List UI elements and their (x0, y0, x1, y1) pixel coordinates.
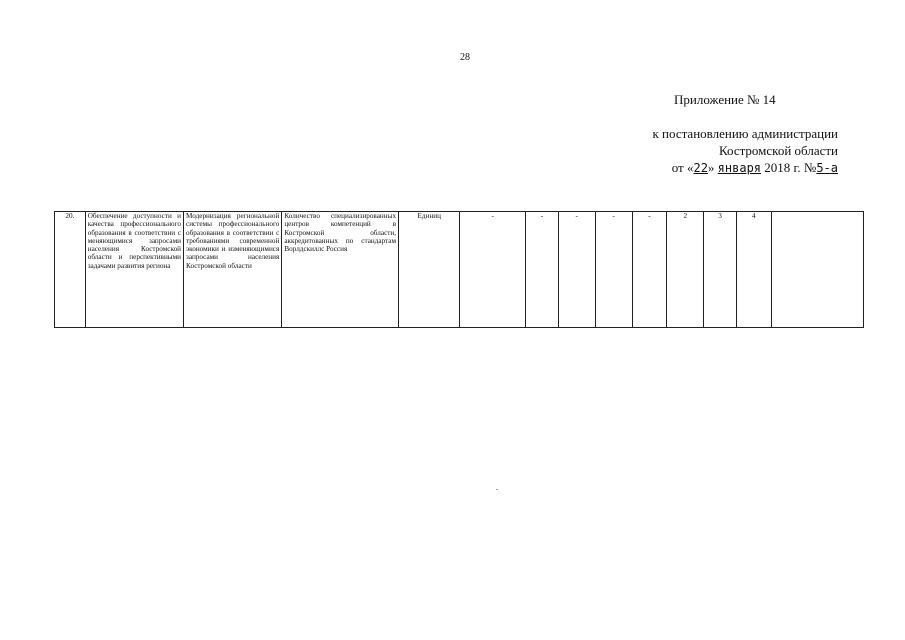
indicator-cell: Количество специализированных центров компетенций в Костромской области, аккредитованных по стандартам Ворлдскиллс Россия (282, 212, 399, 328)
value-cell: - (595, 212, 632, 328)
scan-speck (496, 489, 498, 490)
date-month: января (717, 161, 762, 175)
appendix-title: Приложение № 14 (674, 92, 776, 107)
goal-cell: Обеспечение доступности и качества профессионального образования в соответствии с меняющимися запросами населения Костромской области и перспективными задачами развития региона (85, 212, 183, 328)
value-cell: - (526, 212, 559, 328)
resolution-line-1: к постановлению администрации (652, 126, 838, 141)
value-cell (771, 212, 863, 328)
date-day: 22 (693, 161, 708, 175)
date-prefix: от « (671, 160, 694, 175)
value-cell: - (460, 212, 526, 328)
indicator-table (54, 211, 864, 328)
value-cell: 2 (667, 212, 704, 328)
date-close-quote: » (707, 160, 715, 175)
resolution-line-2: Костромской области (718, 143, 838, 158)
resolution-reference (652, 125, 838, 177)
date-year: 2018 г. № (764, 160, 817, 175)
value-cell: - (558, 212, 595, 328)
task-cell: Модернизация региональной системы профессионального образования в соответствии с требованиями современной экономики и изменяющимися запросами населения Костромской области (184, 212, 282, 328)
value-cell: 4 (736, 212, 771, 328)
value-cell: 3 (704, 212, 737, 328)
resolution-date-line (652, 159, 838, 177)
document-number: 5-а (816, 161, 838, 175)
value-cell: - (632, 212, 667, 328)
table-row (55, 212, 864, 328)
unit-cell: Единиц (399, 212, 460, 328)
row-number-cell: 20. (55, 212, 86, 328)
page-number: 28 (460, 52, 470, 63)
